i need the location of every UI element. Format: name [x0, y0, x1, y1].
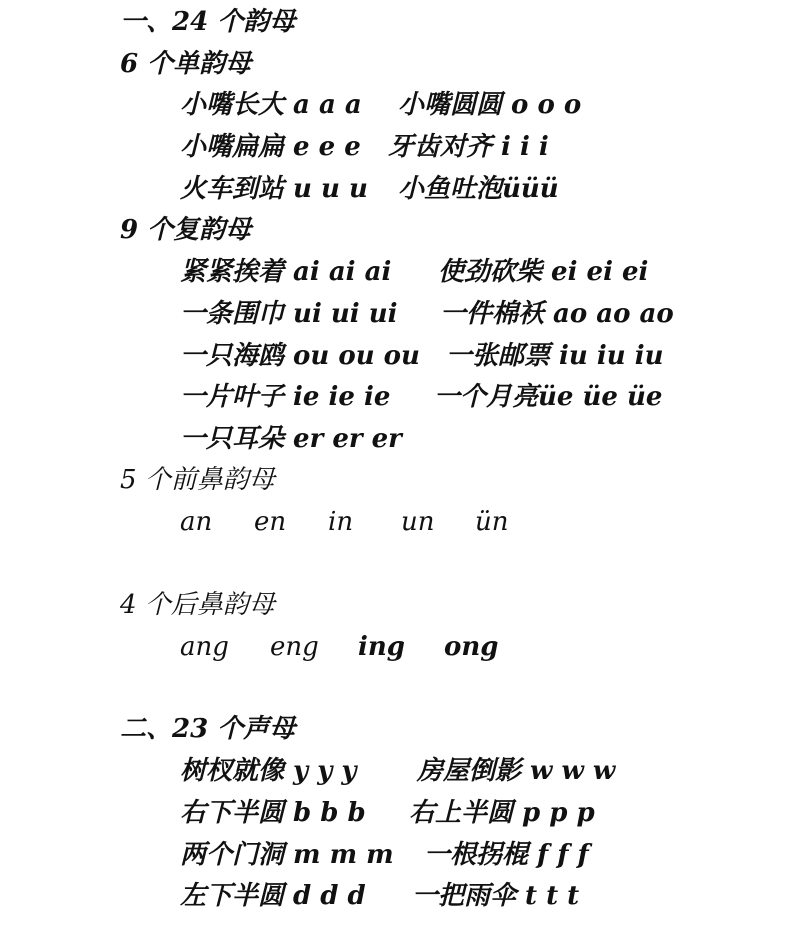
final-item: en [254, 507, 287, 537]
final-item: ong [444, 632, 499, 662]
section-2-title: 二、23 个声母 [120, 714, 296, 744]
rhyme-pair: 使劲砍柴 ei ei ei [438, 257, 649, 287]
rhyme-pair: 一片叶子 ie ie ie [180, 382, 391, 412]
rhyme-pair: 小嘴长大 a a a [180, 90, 362, 120]
final-item: eng [270, 632, 319, 662]
final-item: ün [475, 507, 509, 537]
compound-finals-row-2 [180, 298, 674, 330]
rhyme-pair: 紧紧挨着 ai ai ai [180, 257, 392, 287]
rhyme-pair: 小嘴圆圆 o o o [398, 90, 582, 120]
compound-finals-heading: 9 个复韵母 [120, 215, 252, 245]
rhyme-pair: 一个月亮üe üe üe [434, 382, 663, 412]
compound-finals-row-3 [180, 340, 664, 372]
single-finals-row-2 [180, 131, 549, 163]
back-nasal-finals-heading: 4 个后鼻韵母 [120, 590, 275, 620]
initial-pair: 右上半圆 p p p [409, 798, 595, 828]
rhyme-pair: 火车到站 u u u [180, 174, 368, 204]
final-item: un [401, 507, 435, 537]
rhyme-pair: 小鱼吐泡üüü [398, 174, 559, 204]
rhyme-pair: 牙齿对齐 i i i [388, 132, 549, 162]
rhyme-pair: 一条围巾 ui ui ui [180, 299, 398, 329]
final-item: ing [358, 632, 405, 662]
rhyme-pair: 一只耳朵 er er er [180, 424, 402, 454]
initial-pair: 两个门洞 m m m [180, 840, 394, 870]
compound-finals-row-5 [180, 423, 402, 455]
final-item: in [328, 507, 354, 537]
compound-finals-row-1 [180, 256, 648, 288]
initial-pair: 树杈就像 y y y [180, 756, 357, 786]
rhyme-pair: 一张邮票 iu iu iu [446, 341, 664, 371]
initials-row-2 [180, 797, 595, 829]
compound-finals-row-4 [180, 381, 662, 413]
rhyme-pair: 小嘴扁扁 e e e [180, 132, 361, 162]
initials-row-1 [180, 755, 615, 787]
front-nasal-finals-heading: 5 个前鼻韵母 [120, 465, 275, 495]
initial-pair: 右下半圆 b b b [180, 798, 366, 828]
single-finals-row-1 [180, 89, 581, 121]
section-1-title: 一、24 个韵母 [120, 7, 296, 37]
rhyme-pair: 一件棉袄 ao ao ao [440, 299, 674, 329]
initial-pair: 一根拐棍 f f f [424, 840, 589, 870]
rhyme-pair: 一只海鸥 ou ou ou [180, 341, 420, 371]
single-finals-heading: 6 个单韵母 [120, 49, 252, 79]
initial-pair: 房屋倒影 w w w [417, 756, 616, 786]
back-nasal-finals-row [180, 631, 498, 663]
initials-row-4 [180, 880, 579, 912]
front-nasal-finals-row [180, 506, 509, 538]
single-finals-row-3 [180, 173, 559, 205]
initials-row-3 [180, 839, 589, 871]
initial-pair: 一把雨伞 t t t [412, 881, 580, 911]
final-item: an [180, 507, 213, 537]
initial-pair: 左下半圆 d d d [180, 881, 366, 911]
final-item: ang [180, 632, 229, 662]
